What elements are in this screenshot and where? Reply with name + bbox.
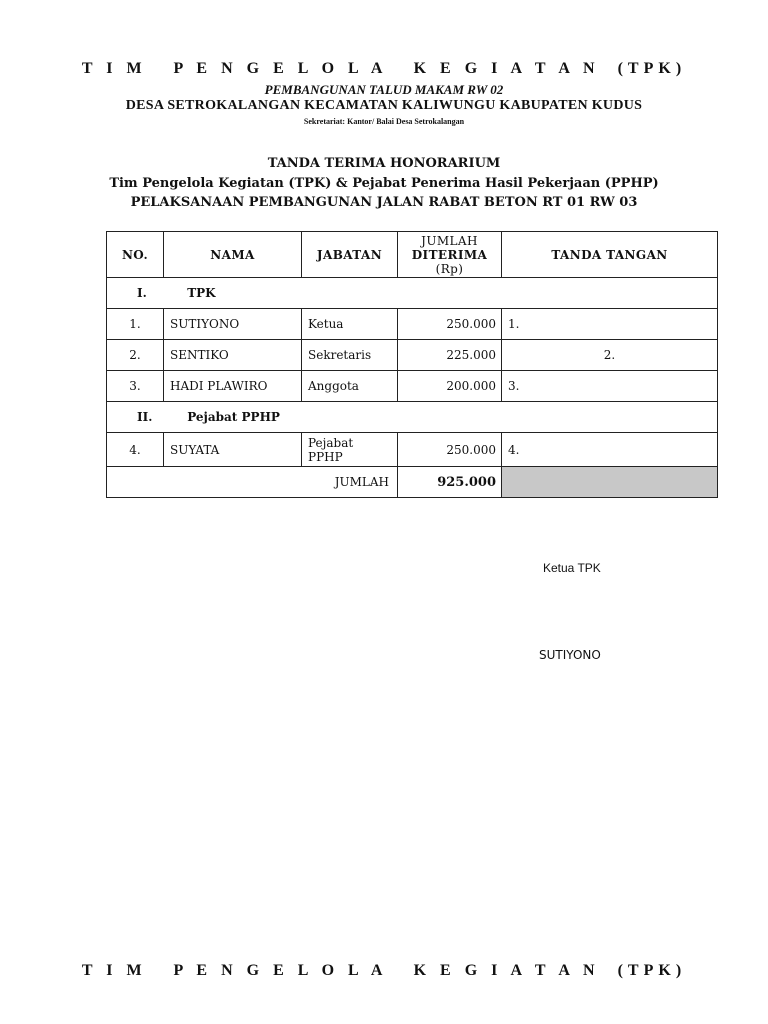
row-nama: HADI PLAWIRO: [164, 371, 302, 402]
section-label-tpk: [107, 278, 718, 309]
total-row: [107, 467, 718, 498]
section-title: TPK: [187, 286, 216, 300]
signature-name: SUTIYONO: [539, 648, 601, 662]
header-tanda-tangan: TANDA TANGAN: [502, 232, 718, 278]
footer-title-text: T I M P E N G E L O L A K E G I A T A N (TPK): [81, 962, 687, 979]
section-roman: I.: [137, 286, 147, 300]
total-value: 925.000: [398, 467, 502, 498]
row-tanda-tangan: 2.: [502, 340, 718, 371]
letterhead-sekretariat: Sekretariat: Kantor/ Balai Desa Setrokalangan: [303, 117, 465, 126]
row-jabatan: Sekretaris: [302, 340, 398, 371]
header-jumlah: [398, 232, 502, 278]
table-row: [107, 340, 718, 371]
row-no: 3.: [107, 371, 164, 402]
row-jabatan: Ketua: [302, 309, 398, 340]
row-no: 2.: [107, 340, 164, 371]
row-jabatan: Pejabat PPHP: [302, 433, 398, 467]
header-jumlah-unit: (Rp): [435, 261, 464, 276]
header-jabatan: JABATAN: [302, 232, 398, 278]
table-row: [107, 309, 718, 340]
row-jumlah: 250.000: [398, 309, 502, 340]
row-no: 4.: [107, 433, 164, 467]
document-line-2: Tim Pengelola Kegiatan (TPK) & Pejabat Penerima Hasil Pekerjaan (PPHP): [109, 176, 659, 191]
table-row: [107, 371, 718, 402]
letterhead-title-text: T I M P E N G E L O L A K E G I A T A N (TPK): [81, 60, 687, 77]
document-heading: TANDA TERIMA HONORARIUM: [267, 156, 501, 171]
row-jabatan: Anggota: [302, 371, 398, 402]
table-row: [107, 433, 718, 467]
row-jumlah: 225.000: [398, 340, 502, 371]
header-no: NO.: [107, 232, 164, 278]
header-jumlah-line1: JUMLAH: [421, 233, 478, 248]
footer-title: [0, 962, 768, 980]
document-line-3: PELAKSANAAN PEMBANGUNAN JALAN RABAT BETON RT 01 RW 03: [130, 195, 638, 210]
header-jumlah-line2: DITERIMA: [411, 247, 488, 262]
row-tanda-tangan: 3.: [502, 371, 718, 402]
row-nama: SENTIKO: [164, 340, 302, 371]
table-header-row: [107, 232, 718, 278]
total-label: JUMLAH: [107, 467, 398, 498]
section-roman: II.: [137, 410, 153, 424]
row-nama: SUYATA: [164, 433, 302, 467]
section-label-pphp: [107, 402, 718, 433]
row-tanda-tangan: 4.: [502, 433, 718, 467]
section-row-tpk: [107, 278, 718, 309]
header-nama: NAMA: [164, 232, 302, 278]
row-tanda-tangan: 1.: [502, 309, 718, 340]
signature-role: Ketua TPK: [543, 561, 601, 575]
total-shaded-cell: [502, 467, 718, 498]
row-no: 1.: [107, 309, 164, 340]
letterhead-subtitle: PEMBANGUNAN TALUD MAKAM RW 02: [264, 82, 504, 97]
letterhead-desa: DESA SETROKALANGAN KECAMATAN KALIWUNGU KABUPATEN KUDUS: [125, 98, 643, 113]
row-jumlah: 250.000: [398, 433, 502, 467]
receipt-table: [106, 231, 718, 498]
section-row-pphp: [107, 402, 718, 433]
row-nama: SUTIYONO: [164, 309, 302, 340]
letterhead-title: [0, 60, 768, 78]
row-jumlah: 200.000: [398, 371, 502, 402]
section-title: Pejabat PPHP: [187, 410, 280, 424]
